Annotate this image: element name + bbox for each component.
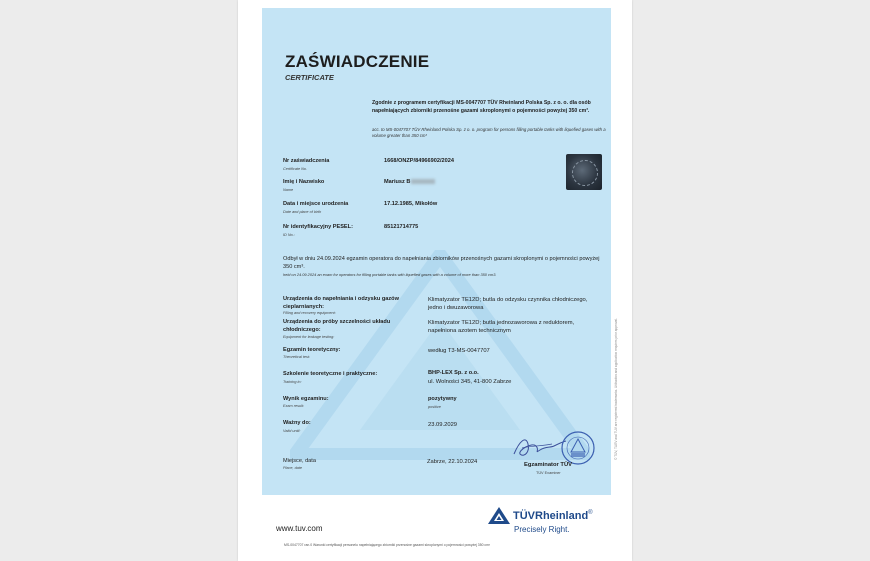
leak-test-label-en: Equipment for leakage testing:: [283, 335, 335, 339]
valid-until-value: 23.09.2029: [428, 422, 458, 428]
leak-test-value: Klimatyzator TE12D; butla jednozaworowa z reduktorem, napełniona azotem technicznym: [428, 320, 575, 334]
training-label-en: Training in:: [283, 380, 302, 384]
cert-number-value: 1668/ONZP/84966902/2024: [384, 158, 454, 164]
examiner-label: Egzaminator TÜV: [524, 462, 572, 468]
pesel-label-en: ID No.:: [283, 233, 295, 237]
intro-text-en: acc. to MS-0047707 TÜV Rheinland Polska Sp. z o. o. program for persons filling portable tanks with liquefied gases with a volume greater than 350 cm³: [372, 127, 606, 138]
birth-value: 17.12.1985, Mikołów: [384, 201, 438, 207]
leak-test-label: Urządzenia do próby szczelności układu chłodniczego:: [283, 319, 391, 333]
brand-name: [513, 510, 593, 522]
valid-until-label: Ważny do:: [283, 420, 311, 426]
trademark-side-note: © TÜV, TUEV and TUV are registered trademarks. Utilisation and application requires prior approval.: [614, 318, 618, 460]
theory-exam-label: Egzamin teoretyczny:: [283, 347, 341, 353]
exam-statement-en: held on 24.09.2024 an exam for operators for filling portable tanks with liquefied gases with a volume of more than 350 cm3.: [283, 272, 497, 277]
birth-label-en: Date and place of birth: [283, 210, 322, 214]
equipment-label: Urządzenia do napełniania i odzysku gazów cieplarnianych:: [283, 296, 399, 310]
equipment-label-en: Filling and recovery equipment:: [283, 311, 336, 315]
examiner-label-en: TÜV Examiner: [536, 471, 561, 475]
result-value: pozytywny: [428, 396, 457, 402]
document-footnote: MS-0047707 ran.0 Warunki certyfikacji personelu napełniającego zbiorniki przenośne gazami skroplonymi o pojemności powyżej 350 cm³: [284, 543, 491, 547]
result-label: Wynik egzaminu:: [283, 396, 329, 402]
valid-until-label-en: Valid until:: [283, 429, 301, 433]
document-subtitle: CERTIFICATE: [285, 73, 334, 82]
name-text: Mariusz B: [384, 179, 411, 185]
place-date-label-en: Place, date: [283, 466, 302, 470]
registered-mark: ®: [588, 510, 593, 516]
document-title: ZAŚWIADCZENIE: [285, 52, 430, 71]
security-hologram: [566, 154, 602, 190]
pesel-label: Nr identyfikacyjny PESEL:: [283, 224, 353, 230]
equipment-value: Klimatyzator TE12D; butla do odzysku czynnika chłodniczego, jedno i dwuzaworowa: [428, 297, 588, 311]
training-provider: BHP-LEX Sp. z o.o.: [428, 370, 479, 376]
brand-slogan: Precisely Right.: [514, 525, 570, 534]
cert-number-label: Nr zaświadczenia: [283, 158, 330, 164]
theory-exam-value: według T3-MS-0047707: [428, 348, 490, 354]
pesel-value: 85121714775: [384, 224, 419, 230]
hologram-ring: [572, 160, 598, 186]
website-url: www.tuv.com: [276, 524, 323, 533]
place-date-label: Miejsce, data: [283, 458, 316, 464]
theory-exam-label-en: Theoretical test:: [283, 355, 311, 359]
training-address: ul. Wolności 345, 41-800 Zabrze: [428, 379, 512, 385]
birth-label: Data i miejsce urodzenia: [283, 201, 349, 207]
cert-number-label-en: Certificate No.: [283, 167, 308, 171]
name-label: Imię i Nazwisko: [283, 179, 325, 185]
intro-text-pl: Zgodnie z programem certyfikacji MS-0047707 TÜV Rheinland Polska Sp. z o. o. dla osób napełniających zbiorniki przenośne gazami skroplonymi o pojemności powyżej 350 cm³.: [372, 100, 591, 114]
exam-statement-pl: Odbył w dniu 24.09.2024 egzamin operatora do napełniania zbiorników przenośnych gazami skroplonymi o pojemności powyżej 350 cm³.: [283, 256, 600, 270]
result-label-en: Exam result:: [283, 404, 305, 408]
result-value-en: positive: [428, 405, 441, 409]
training-label: Szkolenie teoretyczne i praktyczne:: [283, 371, 378, 377]
name-value: [384, 179, 435, 185]
name-label-en: Name: [283, 188, 294, 192]
brand-text: TÜVRheinland: [513, 510, 589, 522]
redacted-surname: [411, 179, 435, 184]
place-date-value: Zabrze, 22.10.2024: [427, 459, 478, 465]
